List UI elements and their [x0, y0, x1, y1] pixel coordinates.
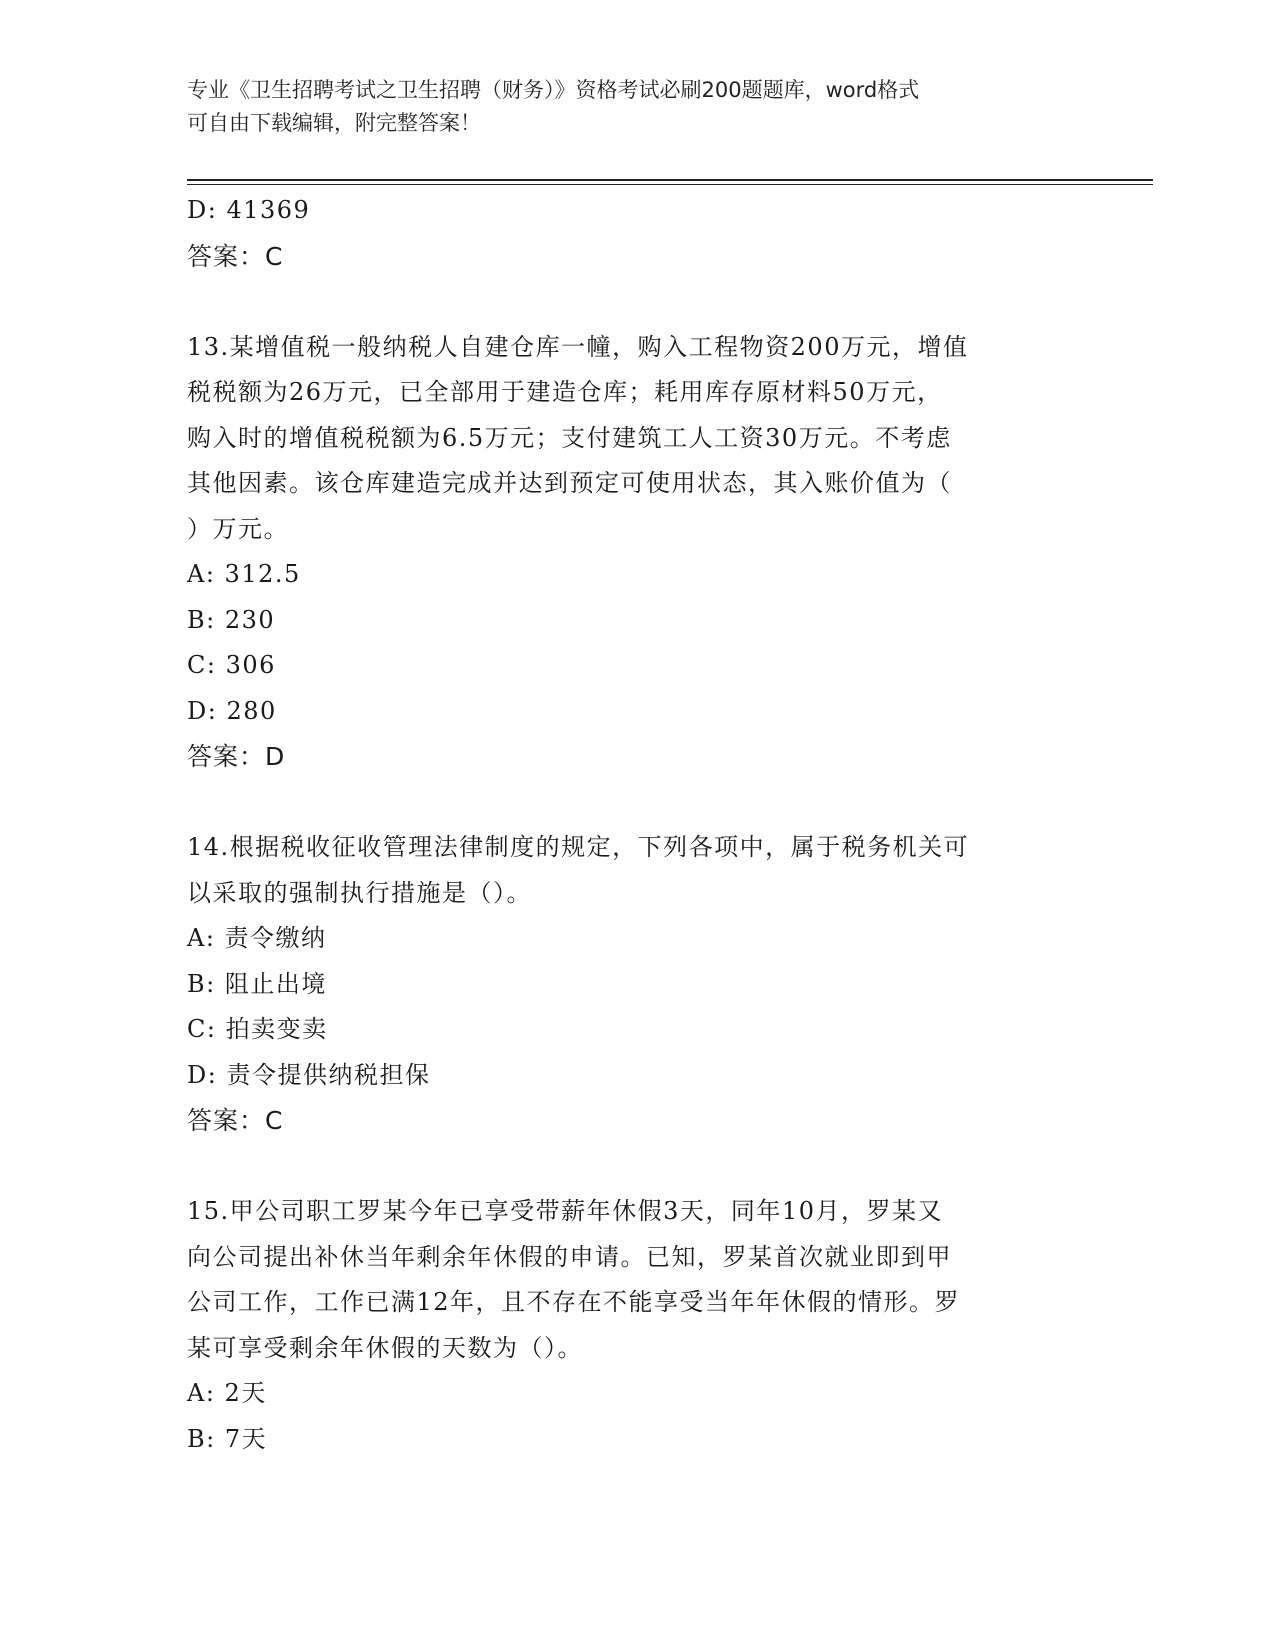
spacer — [187, 1144, 1087, 1190]
document-header — [187, 74, 1067, 140]
question-15-option-b: B: 7天 — [187, 1424, 268, 1453]
question-14-option-b: B: 阻止出境 — [187, 969, 327, 998]
question-15-stem-line: 公司工作，工作已满12年，且不存在不能享受当年年休假的情形。罗 — [187, 1288, 961, 1316]
question-15 — [187, 1189, 1087, 1462]
question-15-stem-line: 15.甲公司职工罗某今年已享受带薪年休假3天，同年10月，罗某又 — [187, 1197, 943, 1225]
question-13-answer: 答案：D — [187, 742, 286, 771]
question-14-stem-line: 以采取的强制执行措施是（）。 — [187, 878, 532, 907]
question-13-stem-line: 其他因素。该仓库建造完成并达到预定可使用状态，其入账价值为（ — [187, 469, 952, 497]
question-15-option-a: A: 2天 — [187, 1379, 267, 1407]
header-rule-thin — [187, 184, 1153, 185]
question-13-option-b: B: 230 — [187, 605, 276, 634]
question-13-stem-line: 购入时的增值税税额为6.5万元；支付建筑工人工资30万元。不考虑 — [187, 423, 952, 452]
header-title-line-1: 专业《卫生招聘考试之卫生招聘（财务）》资格考试必刷200题题库，word格式 — [187, 78, 920, 102]
spacer — [187, 279, 1087, 325]
question-13-option-c: C: 306 — [187, 651, 276, 679]
question-15-stem-line: 某可享受剩余年休假的天数为（）。 — [187, 1333, 583, 1362]
question-13-option-a: A: 312.5 — [187, 560, 301, 588]
question-13 — [187, 325, 1087, 780]
question-content — [187, 188, 1087, 1462]
question-15-stem-line: 向公司提出补休当年剩余年休假的申请。已知，罗某首次就业即到甲 — [187, 1242, 952, 1271]
question-14-stem-line: 14.根据税收征收管理法律制度的规定，下列各项中，属于税务机关可 — [187, 833, 970, 861]
question-13-stem-line: 13.某增值税一般纳税人自建仓库一幢，购入工程物资200万元，增值 — [187, 332, 969, 361]
header-title-line-2: 可自由下载编辑，附完整答案！ — [187, 111, 481, 135]
question-13-stem-line: 税税额为26万元，已全部用于建造仓库；耗用库存原材料50万元， — [187, 378, 943, 406]
question-14-option-d: D: 责令提供纳税担保 — [187, 1060, 431, 1089]
prev-answer: 答案：C — [187, 241, 284, 271]
question-14-answer: 答案：C — [187, 1106, 284, 1135]
prev-option-d: D: 41369 — [187, 196, 311, 224]
spacer — [187, 780, 1087, 826]
question-13-stem-line: ）万元。 — [187, 514, 289, 543]
question-14-option-a: A: 责令缴纳 — [187, 924, 327, 952]
question-14-option-c: C: 拍卖变卖 — [187, 1015, 328, 1043]
question-13-option-d: D: 280 — [187, 696, 277, 725]
header-rule-thick — [187, 179, 1153, 181]
question-14 — [187, 825, 1087, 1144]
